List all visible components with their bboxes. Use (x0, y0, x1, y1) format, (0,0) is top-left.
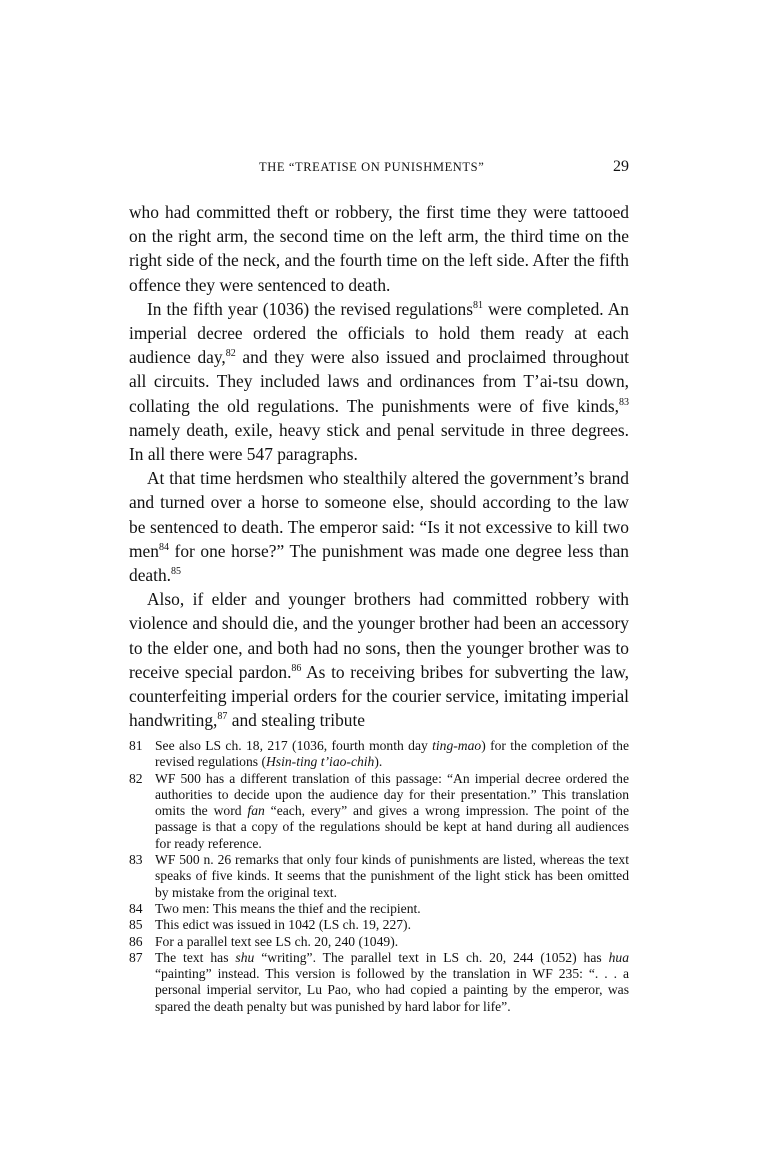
footnote (129, 852, 629, 901)
footnote (129, 917, 629, 933)
footnote-reference: 83 (619, 396, 629, 408)
text-run: ). (374, 754, 383, 770)
text-run: The text has (155, 949, 236, 965)
text-run: namely death, exile, heavy stick and penal servitude in three degrees. In all there were 547 paragraphs. (129, 419, 629, 465)
text-run: WF 500 has a different translation of this passage: “An imperial decree ordered the authorities to decide upon the audience day for their presentation.” This translation omits the word (155, 770, 629, 819)
page-number: 29 (613, 158, 629, 175)
text-run: “each, every” and gives a wrong impression. The point of the passage is that a copy of the regulations should be kept at hand during all audiences for ready reference. (155, 803, 629, 851)
italic-term: fan (247, 803, 265, 819)
footnote-number: 86 (129, 933, 143, 949)
text-run: In the fifth year (1036) the revised regulations (147, 298, 473, 319)
body-paragraph (129, 297, 629, 466)
running-head (129, 160, 629, 182)
text-run: As to receiving bribes for subverting the law, counterfeiting imperial orders for the courier service, imitating imperial handwriting, (129, 661, 629, 731)
text-run: were completed. An imperial decree ordered the officials to hold them ready at each audience day, (129, 298, 629, 368)
italic-term: Hsin-ting t’iao-chih (265, 754, 375, 770)
footnote (129, 771, 629, 852)
footnote-reference: 87 (217, 711, 228, 723)
text-run: who had committed theft or robbery, the first time they were tattooed on the right arm, the second time on the left arm, the third time on the right side of the neck, and the fourth time on the left side. After the fifth offence they were sentenced to death. (129, 202, 629, 295)
footnote-number: 82 (129, 770, 143, 786)
footnote-reference: 81 (473, 299, 483, 311)
text-run: Also, if elder and younger brothers had committed robbery with violence and should die, and the younger brother had been an accessory to the elder one, and both had no sons, then the younger brother was to receive special pardon. (129, 589, 629, 682)
footnote-number: 87 (129, 949, 143, 965)
body-paragraph (129, 200, 629, 297)
footnote-reference: 84 (158, 541, 169, 553)
footnote-text (155, 738, 629, 771)
footnote-reference: 85 (171, 566, 182, 578)
text-run: “writing”. The parallel text in LS ch. 20, 244 (1052) has (254, 949, 609, 965)
text-run: and they were also issued and proclaimed throughout all circuits. They included laws and ordinances from T’ai-tsu down, collating the old regulations. The punishments were of five kinds, (129, 347, 630, 416)
footnote-number: 85 (129, 917, 143, 933)
italic-term: hua (608, 949, 629, 965)
footnote-number: 81 (129, 738, 143, 753)
footnote-text (155, 852, 629, 901)
text-run: For a parallel text see LS ch. 20, 240 (1049). (155, 933, 399, 949)
footnote-text (155, 917, 629, 933)
footnote-text (155, 901, 629, 917)
text-run: Two men: This means the thief and the recipient. (155, 900, 421, 916)
footnote-text (155, 771, 629, 852)
text-run: “painting” instead. This version is followed by the translation in WF 235: “. . . a personal imperial servitor, Lu Pao, who had copied a painting by the emperor, was spared the death penalty but was punished by hard labor for life”. (155, 966, 629, 1014)
text-run: See also LS ch. 18, 217 (1036, fourth month day (155, 738, 433, 753)
body-paragraph (129, 587, 629, 732)
text-run: WF 500 n. 26 remarks that only four kinds of punishments are listed, whereas the text speaks of five kinds. It seems that the punishment of the light stick has been omitted by mistake from the original text. (155, 852, 629, 900)
italic-term: shu (235, 949, 255, 965)
footnote (129, 738, 629, 771)
body-paragraph (129, 466, 629, 587)
footnote (129, 934, 629, 950)
text-run: This edict was issued in 1042 (LS ch. 19, 227). (155, 917, 411, 933)
footnote (129, 950, 629, 1015)
running-head-title: THE “TREATISE ON PUNISHMENTS” (259, 160, 485, 174)
footnote-reference: 82 (225, 348, 236, 360)
footnote-text (155, 934, 629, 950)
text-run: for one horse?” The punishment was made one degree less than death. (129, 540, 629, 586)
footnote-number: 84 (129, 900, 143, 916)
footnote-number: 83 (129, 852, 143, 868)
footnotes (129, 738, 629, 1015)
footnote (129, 901, 629, 917)
italic-term: ting-mao (432, 738, 482, 753)
text-run: ) for the completion of the revised regulations ( (155, 738, 629, 770)
text-run: At that time herdsmen who stealthily altered the government’s brand and turned over a horse to someone else, should according to the law be sentenced to death. The emperor said: “Is it not excessive to kill two men (129, 468, 629, 561)
body-text (129, 200, 629, 732)
text-run: and stealing tribute (227, 710, 366, 731)
footnote-reference: 86 (291, 662, 302, 674)
footnote-text (155, 950, 629, 1015)
